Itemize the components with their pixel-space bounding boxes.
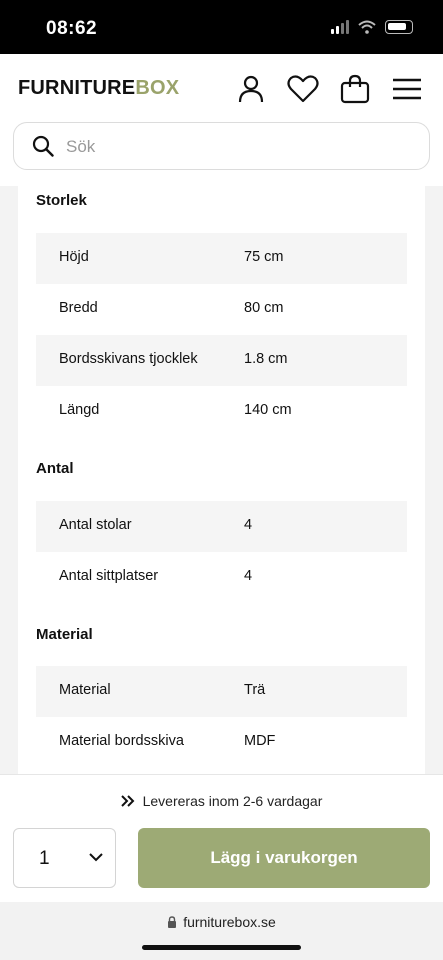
spec-value: 80 cm — [244, 300, 284, 316]
user-icon[interactable] — [233, 72, 269, 106]
product-specifications — [18, 186, 425, 774]
section-title-antal: Antal — [36, 460, 74, 477]
spec-label: Höjd — [59, 249, 89, 265]
url-text: furniturebox.se — [183, 914, 276, 930]
home-indicator[interactable] — [142, 945, 301, 950]
signal-icon — [331, 20, 349, 34]
delivery-text: Levereras inom 2-6 vardagar — [142, 793, 323, 809]
spec-row — [36, 501, 407, 552]
spec-row — [36, 552, 407, 603]
spec-label: Bordsskivans tjocklek — [59, 351, 198, 367]
section-title-material: Material — [36, 626, 93, 643]
quantity-value: 1 — [39, 848, 50, 869]
quantity-select[interactable] — [13, 828, 116, 888]
add-to-cart-button[interactable]: Lägg i varukorgen — [138, 828, 430, 888]
spec-value: 4 — [244, 568, 253, 584]
site-logo[interactable] — [18, 77, 179, 100]
header-icons — [233, 72, 425, 106]
status-time: 08:62 — [46, 18, 98, 39]
chevron-down-icon — [89, 853, 103, 862]
bag-icon[interactable] — [337, 72, 373, 106]
spec-row — [36, 284, 407, 335]
search-input[interactable] — [66, 133, 406, 161]
spec-value: 75 cm — [244, 249, 284, 265]
heart-icon[interactable] — [285, 72, 321, 106]
spec-label: Material — [59, 682, 111, 698]
spec-value: 140 cm — [244, 402, 292, 418]
search-icon — [32, 135, 54, 157]
wifi-icon — [358, 20, 376, 34]
spec-value: 1.8 cm — [244, 351, 288, 367]
spec-label: Antal stolar — [59, 517, 132, 533]
spec-value: MDF — [244, 733, 276, 749]
purchase-footer — [0, 774, 443, 902]
spec-label: Bredd — [59, 300, 98, 316]
logo-text-furniture: FURNITURE — [18, 77, 136, 99]
search-bar[interactable] — [13, 122, 430, 170]
spec-row — [36, 386, 407, 437]
status-bar — [0, 0, 443, 54]
spec-row — [36, 335, 407, 386]
spec-row — [36, 233, 407, 284]
spec-label: Längd — [59, 402, 100, 418]
spec-label: Material bordsskiva — [59, 733, 184, 749]
delivery-info — [0, 793, 443, 809]
status-icons — [331, 20, 413, 34]
spec-row — [36, 717, 407, 768]
lock-icon — [167, 916, 177, 928]
double-chevron-right-icon — [121, 795, 135, 807]
browser-url-bar[interactable] — [0, 902, 443, 960]
spec-row — [36, 666, 407, 717]
battery-icon — [385, 20, 413, 34]
spec-value: Trä — [244, 682, 266, 698]
spec-label: Antal sittplatser — [59, 568, 159, 584]
logo-text-box: BOX — [135, 77, 180, 99]
section-title-storlek: Storlek — [36, 192, 87, 209]
menu-icon[interactable] — [389, 72, 425, 106]
spec-value: 4 — [244, 517, 253, 533]
url-display[interactable] — [0, 914, 443, 930]
